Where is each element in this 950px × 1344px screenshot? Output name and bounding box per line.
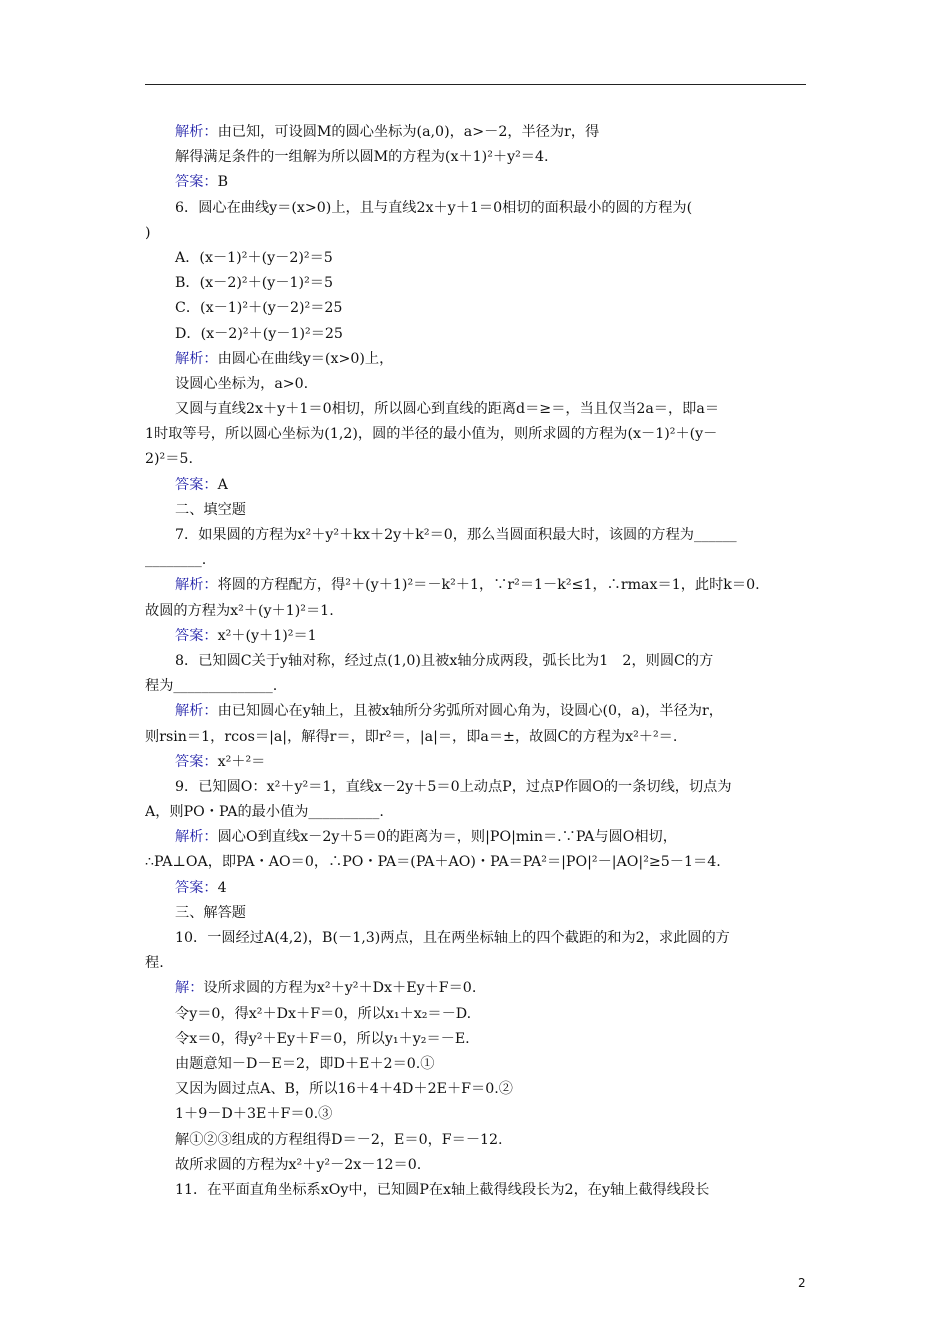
text-line — [145, 397, 806, 422]
line-text: B — [217, 174, 229, 191]
line-text: 11．在平面直角坐标系xOy中，已知圆P在x轴上截得线段长为2，在y轴上截得线段长 — [175, 1181, 710, 1198]
line-text: 又圆与直线2x＋y＋1＝0相切，所以圆心到直线的距离d＝≥＝，当且仅当2a＝，即a＝ — [175, 401, 720, 418]
line-text: ________. — [145, 552, 207, 569]
line-text: 解得满足条件的一组解为所以圆M的方程为(x＋1)²＋y²＝4. — [175, 149, 549, 166]
line-text: 将圆的方程配方，得²＋(y＋1)²＝－k²＋1，∵r²＝1－k²≤1，∴rmax＝1，此时k＝0. — [217, 577, 760, 594]
text-line — [145, 1153, 806, 1178]
answer-label: 解析： — [175, 703, 218, 720]
answer-label: 答案： — [175, 879, 218, 896]
text-line — [145, 1002, 806, 1027]
text-line — [145, 649, 806, 674]
answer-label: 解析： — [175, 829, 218, 846]
line-text: 4 — [217, 879, 227, 896]
text-line — [145, 322, 806, 347]
line-text: A — [217, 476, 228, 493]
line-text: 1＋9－D＋3E＋F＝0.③ — [175, 1106, 333, 1123]
line-text: A．(x－1)²＋(y－2)²＝5 — [175, 249, 333, 266]
text-line — [145, 1102, 806, 1127]
answer-label: 解： — [175, 980, 204, 997]
answer-label: 解析： — [175, 577, 218, 594]
text-line — [145, 372, 806, 397]
text-line — [145, 246, 806, 271]
text-line — [145, 599, 806, 624]
line-text: 设圆心坐标为，a>0. — [175, 375, 309, 392]
line-text: 三、解答题 — [175, 904, 246, 921]
answer-label: 解析： — [175, 124, 218, 140]
text-line — [145, 145, 806, 170]
line-text: 二、填空题 — [175, 501, 246, 518]
line-text: 则rsin＝1，rcos＝|a|，解得r＝，即r²＝，|a|＝，即a＝±，故圆C的方程为x²＋²＝. — [145, 728, 678, 745]
answer-label: 答案： — [175, 476, 218, 493]
line-text: ) — [145, 224, 151, 241]
text-line — [145, 447, 806, 472]
text-line — [145, 498, 806, 523]
line-text: x²＋(y＋1)²＝1 — [217, 627, 317, 644]
line-text: 令x＝0，得y²＋Ey＋F＝0，所以y₁＋y₂＝－E. — [175, 1030, 470, 1047]
line-text: 由题意知－D－E＝2，即D＋E＋2＝0.① — [175, 1055, 435, 1072]
text-line — [145, 1077, 806, 1102]
line-text: A，则PO・PA的最小值为__________. — [145, 804, 384, 821]
line-text: 由圆心在曲线y＝(x>0)上， — [217, 350, 394, 367]
text-line — [145, 800, 806, 825]
line-text: 由已知，可设圆M的圆心坐标为(a,0)，a>－2，半径为r，得 — [217, 124, 600, 140]
text-line — [145, 901, 806, 926]
text-line — [145, 347, 806, 372]
header-rule — [145, 84, 806, 85]
line-text: ∴PA⊥OA，即PA・AO＝0，∴PO・PA＝(PA＋AO)・PA＝PA²＝|PO|²－|AO|²≥5－1＝4. — [145, 854, 721, 871]
text-line — [145, 120, 806, 145]
line-text: D．(x－2)²＋(y－1)²＝25 — [175, 325, 343, 342]
text-line — [145, 473, 806, 498]
line-text: 故所求圆的方程为x²＋y²－2x－12＝0. — [175, 1156, 422, 1173]
text-line — [145, 750, 806, 775]
answer-label: 答案： — [175, 753, 218, 770]
line-text: 设所求圆的方程为x²＋y²＋Dx＋Ey＋F＝0. — [203, 980, 477, 997]
line-text: 7．如果圆的方程为x²＋y²＋kx＋2y＋k²＝0，那么当圆面积最大时，该圆的方程为______ — [175, 527, 737, 543]
line-text: 1时取等号，所以圆心坐标为(1,2)，圆的半径的最小值为，则所求圆的方程为(x－1)²＋(y－ — [145, 426, 718, 443]
text-line — [145, 523, 806, 548]
line-text: 故圆的方程为x²＋(y＋1)²＝1. — [145, 602, 334, 619]
text-line — [145, 573, 806, 598]
line-text: 8．已知圆C关于y轴对称，经过点(1,0)且被x轴分成两段，弧长比为1 2，则圆C的方 — [175, 652, 714, 669]
line-text: C．(x－1)²＋(y－2)²＝25 — [175, 300, 343, 317]
text-line — [145, 699, 806, 724]
text-line — [145, 951, 806, 976]
text-line — [145, 170, 806, 195]
text-line — [145, 548, 806, 573]
text-line — [145, 926, 806, 951]
text-line — [145, 725, 806, 750]
line-text: 圆心O到直线x－2y＋5＝0的距离为＝，则|PO|min＝.∵PA与圆O相切， — [217, 829, 677, 846]
text-line — [145, 850, 806, 875]
line-text: 令y＝0，得x²＋Dx＋F＝0，所以x₁＋x₂＝－D. — [175, 1005, 472, 1022]
text-line — [145, 674, 806, 699]
line-text: 由已知圆心在y轴上，且被x轴所分劣弧所对圆心角为，设圆心(0，a)，半径为r， — [217, 703, 723, 720]
text-line — [145, 1052, 806, 1077]
text-line — [145, 976, 806, 1001]
text-line — [145, 422, 806, 447]
answer-label: 解析： — [175, 350, 218, 367]
line-text: x²＋²＝ — [217, 753, 266, 770]
document-body — [145, 120, 806, 1203]
line-text: 9．已知圆O：x²＋y²＝1，直线x－2y＋5＝0上动点P，过点P作圆O的一条切线，切点为 — [175, 778, 732, 795]
text-line — [145, 775, 806, 800]
text-line — [145, 196, 806, 221]
line-text: 程为______________. — [145, 678, 278, 695]
line-text: 6．圆心在曲线y＝(x>0)上，且与直线2x＋y＋1＝0相切的面积最小的圆的方程为( — [175, 199, 693, 216]
text-line — [145, 296, 806, 321]
text-line — [145, 624, 806, 649]
text-line — [145, 221, 806, 246]
text-line — [145, 876, 806, 901]
line-text: 程. — [145, 955, 164, 972]
answer-label: 答案： — [175, 174, 218, 191]
text-line — [145, 825, 806, 850]
line-text: 2)²＝5. — [145, 451, 193, 468]
line-text: 又因为圆过点A、B，所以16＋4＋4D＋2E＋F＝0.② — [175, 1081, 513, 1098]
line-text: 解①②③组成的方程组得D＝－2，E＝0，F＝－12. — [175, 1131, 503, 1148]
text-line — [145, 1178, 806, 1203]
page-number: 2 — [798, 1276, 806, 1290]
text-line — [145, 1027, 806, 1052]
text-line — [145, 1128, 806, 1153]
line-text: B．(x－2)²＋(y－1)²＝5 — [175, 275, 333, 292]
text-line — [145, 271, 806, 296]
answer-label: 答案： — [175, 627, 218, 644]
line-text: 10．一圆经过A(4,2)，B(－1,3)两点，且在两坐标轴上的四个截距的和为2，求此圆的方 — [175, 930, 730, 946]
